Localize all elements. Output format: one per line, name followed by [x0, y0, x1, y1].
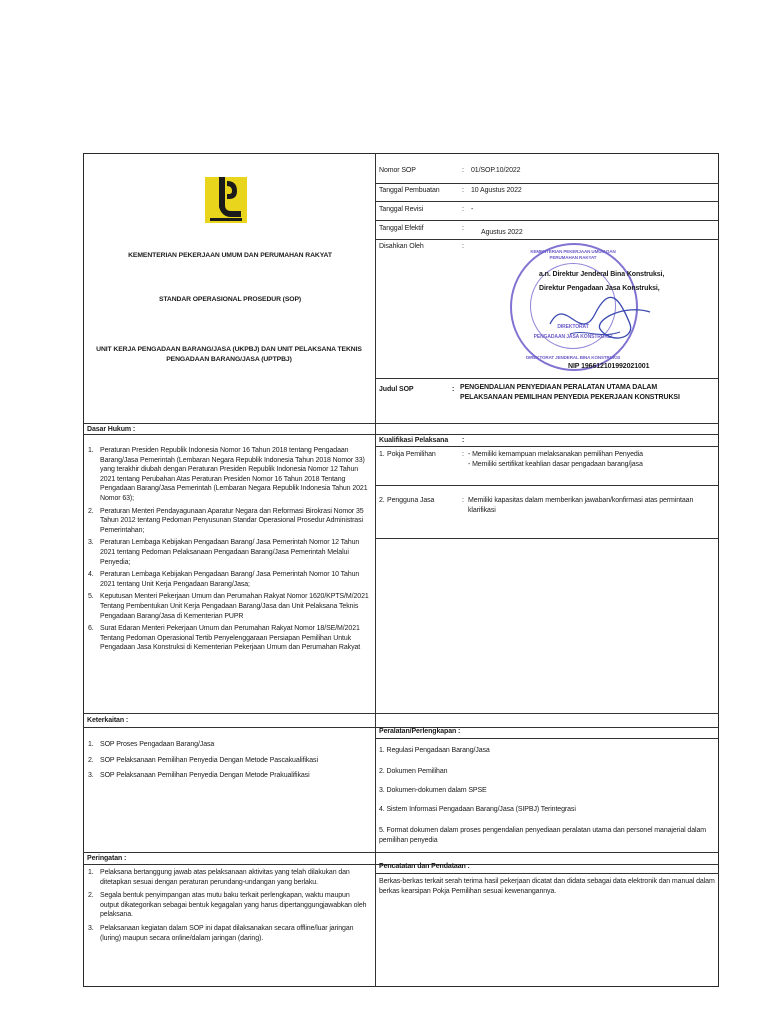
- peralatan-title: Peralatan/Perlengkapan :: [379, 728, 461, 735]
- stamp-text-bottom: DIREKTORAT JENDERAL BINA KONSTRUKSI: [525, 355, 621, 360]
- pupr-logo: [205, 177, 247, 223]
- pencatatan-title: Pencatatan dan Pendataan :: [379, 863, 470, 870]
- meta-label-disahkan: Disahkan Oleh: [379, 243, 424, 250]
- peralatan-item-4: 4. Sistem Informasi Pengadaan Barang/Jasa (SIPBJ) Terintegrasi: [379, 806, 576, 813]
- document-type: STANDAR OPERASIONAL PROSEDUR (SOP): [158, 296, 302, 303]
- peralatan-item-1: 1. Regulasi Pengadaan Barang/Jasa: [379, 747, 490, 754]
- dasar-hukum-item: 2. Peraturan Menteri Pendayagunaan Aparatur Negara dan Reformasi Birokrasi Nomor 35 Tahun 2012 tentang Pedoman Penyusunan Standar Operasional Prosedur Administrasi Pemerintahan;: [88, 507, 364, 534]
- meta-sep-revisi: :: [462, 206, 464, 213]
- peralatan-item-3: 3. Dokumen-dokumen dalam SPSE: [379, 787, 487, 794]
- handwritten-signature: [540, 284, 660, 354]
- kualifikasi-1-line-1: - Memiliki kemampuan melaksanakan pemilihan Penyedia: [468, 451, 643, 458]
- meta-label-revisi: Tanggal Revisi: [379, 206, 424, 213]
- meta-value-revisi: -: [471, 206, 474, 213]
- kualifikasi-title: Kualifikasi Pelaksana: [379, 437, 449, 444]
- unit-name: UNIT KERJA PENGADAAN BARANG/JASA (UKPBJ) DAN UNIT PELAKSANA TEKNIS PENGADAAN BARANG/JASA (UPTPBJ): [96, 346, 362, 363]
- approval-line-1: a.n. Direktur Jenderal Bina Konstruksi,: [539, 271, 665, 278]
- kualifikasi-2-label: Pengguna Jasa: [387, 497, 435, 504]
- ministry-name: KEMENTERIAN PEKERJAAN UMUM DAN PERUMAHAN RAKYAT: [128, 252, 332, 259]
- dasar-hukum-item: 6. Surat Edaran Menteri Pekerjaan Umum dan Perumahan Rakyat Nomor 18/SE/M/2021 Tentang Pedoman Operasional Tertib Penyelenggaraan Persiapan Pemilihan Untuk Pengadaan Jasa Konstruksi di Kementerian Pekerjaan Umum dan Perumahan Rakyat: [88, 625, 361, 652]
- keterkaitan-item: 2. SOP Pelaksanaan Pemilihan Penyedia Dengan Metode Pascakualifikasi: [88, 756, 318, 764]
- kualifikasi-sep: :: [462, 437, 465, 444]
- stamp-text-center-1: DIREKTORAT: [557, 324, 589, 330]
- dasar-hukum-item: 4. Peraturan Lembaga Kebijakan Pengadaan Barang/ Jasa Pemerintah Nomor 10 Tahun 2021 tentang Unit Kerja Pengadaan Barang/Jasa;: [88, 571, 360, 588]
- judul-label: Judul SOP: [379, 386, 414, 393]
- approval-line-2: Direktur Pengadaan Jasa Konstruksi,: [539, 285, 660, 292]
- keterkaitan-item: 1. SOP Proses Pengadaan Barang/Jasa: [88, 741, 215, 748]
- dasar-hukum-item: 3. Peraturan Lembaga Kebijakan Pengadaan Barang/ Jasa Pemerintah Nomor 12 Tahun 2021 tentang Pedoman Pelaksanaan Pengadaan Barang/Jasa Pemerintah Melalui Penyedia;: [88, 539, 360, 566]
- dasar-hukum-item: 5. Keputusan Menteri Pekerjaan Umum dan Perumahan Rakyat Nomor 1620/KPTS/M/2021 Tentang Pembentukan Unit Kerja Pengadaan Barang/Jasa dan Unit Pelaksana Teknis Pengadaan Barang/Jasa di Kementerian PUPR: [88, 593, 369, 620]
- dasar-hukum-list: [88, 446, 370, 656]
- kualifikasi-2-line-1: Memiliki kapasitas dalam memberikan jawaban/konfirmasi atas permintaan klarifikasi: [468, 497, 694, 514]
- stamp-text-top: KEMENTERIAN PEKERJAAN UMUM DAN PERUMAHAN RAKYAT: [530, 249, 616, 260]
- approval-nip: NIP 196612101992021001: [568, 363, 650, 370]
- peralatan-item-5: 5. Format dokumen dalam proses pengendalian penyediaan peralatan utama dan personel manajerial dalam pemilihan penyedia: [379, 827, 706, 844]
- peringatan-item: 3. Pelaksanaan kegiatan dalam SOP ini dapat dilaksanakan secara offline/luar jaringan (luring) maupun secara online/dalam jaringan (daring).: [88, 924, 354, 942]
- meta-sep-efektif: :: [462, 225, 464, 232]
- kualifikasi-1-label: Pokja Pemilihan: [387, 451, 436, 458]
- kualifikasi-1-line-2: - Memiliki sertifikat keahlian dasar pengadaan barang/jasa: [468, 461, 643, 468]
- judul-sep: :: [452, 386, 455, 393]
- judul-value: PENGENDALIAN PENYEDIAAN PERALATAN UTAMA DALAM PELAKSANAAN PEMILIHAN PENYEDIA PEKERJAAN KONSTRUKSI: [460, 384, 680, 401]
- keterkaitan-item: 3. SOP Pelaksanaan Pemilihan Penyedia Dengan Metode Prakualifikasi: [88, 772, 310, 780]
- meta-label-pembuatan: Tanggal Pembuatan: [379, 187, 440, 194]
- peringatan-title: Peringatan :: [87, 855, 127, 862]
- meta-label-efektif: Tanggal Efektif: [379, 225, 424, 232]
- peringatan-item: 2. Segala bentuk penyimpangan atas mutu baku terkait perlengkapan, waktu maupun output dikategorikan sebagai bentuk kegagalan yang harus dipertanggungjawabkan oleh pelaksana.: [88, 892, 367, 919]
- peralatan-item-2: 2. Dokumen Pemilihan: [379, 768, 448, 775]
- keterkaitan-list: [88, 740, 370, 787]
- kualifikasi-1-sep: :: [462, 451, 464, 458]
- peringatan-item: 1. Pelaksana bertanggung jawab atas pelaksanaan aktivitas yang telah dilakukan dan ditetapkan sesuai dengan peraturan perundang-undangan yang berlaku.: [88, 869, 350, 886]
- meta-sep-pembuatan: :: [462, 187, 464, 194]
- kualifikasi-2-num: 2.: [379, 497, 385, 504]
- kualifikasi-1-num: 1.: [379, 451, 385, 458]
- keterkaitan-title: Keterkaitan :: [87, 717, 129, 724]
- meta-value-efektif: Agustus 2022: [481, 229, 523, 236]
- peringatan-list: [88, 868, 370, 947]
- dasar-hukum-title: Dasar Hukum :: [87, 426, 136, 433]
- dasar-hukum-item: 1. Peraturan Presiden Republik Indonesia Nomor 16 Tahun 2018 tentang Pengadaan Barang/Jasa Pemerintah (Lembaran Negara Republik Indonesia Tahun 2018 Nomor 33) yang terakhir diubah dengan Peraturan Presiden Republik Indonesia Nomor 12 Tahun 2021 tentang Perubahan Atas Peraturan Presiden Nomor 16 Tahun 2018 Tentang Pengadaan Barang/Jasa Pemerintah (Lembaran Negara Republik Indonesia Tahun 2021 Nomor 63);: [88, 447, 368, 502]
- pencatatan-text: Berkas-berkas terkait serah terima hasil pekerjaan dicatat dan didata sebagai data elektronik dan manual dalam berkas kearsipan Pokja Pemilihan sesuai kewenangannya.: [379, 878, 715, 895]
- meta-sep-disahkan: :: [462, 243, 464, 250]
- meta-sep-nomor: :: [462, 167, 464, 174]
- pupr-logo-icon: [205, 177, 247, 223]
- meta-label-nomor: Nomor SOP: [379, 167, 416, 174]
- kualifikasi-2-sep: :: [462, 497, 464, 504]
- header-divider: [375, 153, 376, 423]
- meta-value-nomor: 01/SOP.10/2022: [471, 167, 521, 174]
- stamp-text-center-2: PENGADAAN JASA KONSTRUKSI: [533, 334, 613, 340]
- meta-value-pembuatan: 10 Agustus 2022: [471, 187, 522, 194]
